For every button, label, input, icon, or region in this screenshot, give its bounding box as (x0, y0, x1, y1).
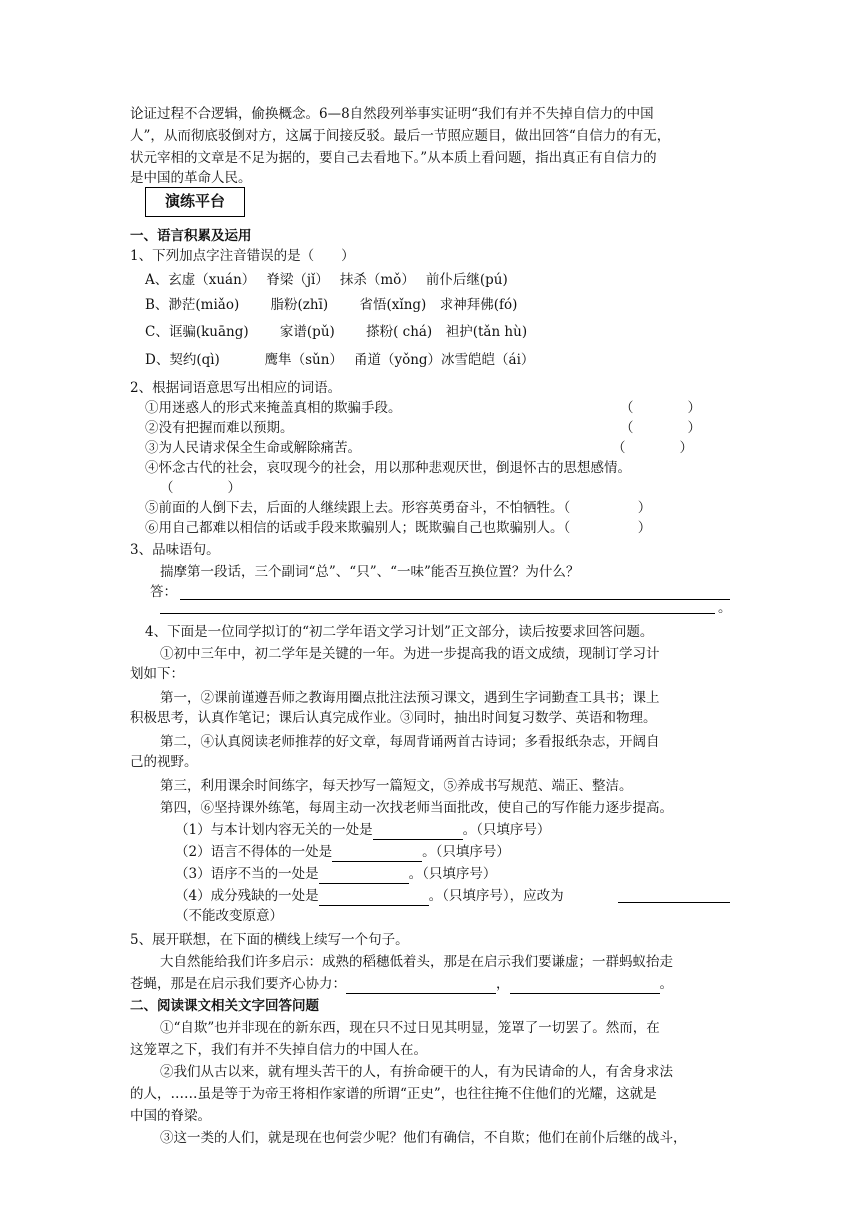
q4-sub-1-blank[interactable] (373, 825, 463, 840)
q4-para-3b: 己的视野。 (130, 754, 198, 770)
q2-item-6: ⑥用自己都难以相信的话或手段来欺骗别人；既欺骗自己也欺骗别人。（ ） (145, 520, 652, 536)
section-1-heading: 一、语言积累及运用 (130, 228, 252, 244)
q1-option-a: A、玄虚（xuán） 脊梁（jǐ） 抹杀（mǒ） 前仆后继(pú) (145, 272, 508, 288)
q4-sub-3-blank[interactable] (319, 869, 409, 884)
reading-para-1b: 这笼罩之下，我们有并不失掉自信力的中国人在。 (130, 1042, 427, 1058)
q2-blank-3[interactable]: （ ） (612, 440, 693, 456)
q3-answer-label: 答： (150, 584, 177, 600)
q4-para-1b: 划如下： (130, 666, 184, 682)
intro-line-4: 是中国的革命人民。 (130, 170, 252, 186)
q4-sub-4-note: （不能改变原意） (175, 908, 283, 924)
q1-stem: 1、下列加点字注音错误的是（ ） (130, 248, 355, 264)
q5-stem: 5、展开联想，在下面的横线上续写一个句子。 (130, 932, 409, 948)
q4-para-5: 第四，⑥坚持课外练笔，每周主动一次找老师当面批改，使自己的写作能力逐步提高。 (160, 800, 673, 816)
q1-option-c: C、诓骗(kuāng) 家谱(pǔ) 搽粉( chá) 袒护(tǎn hù) (145, 324, 528, 340)
reading-para-2a: ②我们从古以来，就有埋头苦干的人，有拚命硬干的人，有为民请命的人，有舍身求法 (160, 1064, 673, 1080)
q2-item-3: ③为人民请求保全生命或解除痛苦。 (145, 440, 361, 456)
q4-sub-4-rewrite-blank[interactable] (618, 902, 730, 903)
q3-answer-line-1[interactable] (180, 599, 730, 600)
intro-line-1: 论证过程不合逻辑，偷换概念。6—8自然段列举事实证明“我们有并不失掉自信力的中国 (130, 106, 654, 122)
q2-item-4: ④怀念古代的社会，哀叹现今的社会，用以那种悲观厌世，倒退怀古的思想感情。 (145, 460, 631, 476)
q3-end-period: 。 (718, 600, 732, 616)
q3-stem: 3、品味语句。 (130, 542, 220, 558)
q4-para-2b: 积极思考，认真作笔记；课后认真完成作业。③同时，抽出时间复习数学、英语和物理。 (130, 710, 657, 726)
q4-sub-4: （4）成分残缺的一处是 。（只填序号），应改为 (175, 888, 564, 904)
q2-blank-4[interactable]: （ ） (160, 480, 241, 496)
q1-option-d: D、契约(qì) 鹰隼（sǔn） 甬道（yǒng）冰雪皑皑（ái） (145, 352, 535, 368)
intro-line-2: 人”，从而彻底驳倒对方，这属于间接反驳。最后一节照应题目，做出回答“自信力的有无， (130, 128, 671, 144)
q2-item-2: ②没有把握而难以预期。 (145, 420, 294, 436)
q2-stem: 2、根据词语意思写出相应的词语。 (130, 380, 342, 396)
q3-text: 揣摩第一段话，三个副词“总”、“只”、“一味”能否互换位置？为什么？ (160, 564, 580, 580)
q5-blank-1[interactable] (346, 979, 496, 994)
q5-blank-2[interactable] (510, 979, 660, 994)
section-2-heading: 二、阅读课文相关文字回答问题 (130, 998, 319, 1014)
q5-text-b: 苍蝇，那是在启示我们要齐心协力： ， 。 (130, 976, 673, 992)
reading-para-3: ③这一类的人们，就是现在也何尝少呢？他们有确信，不自欺；他们在前仆后继的战斗， (160, 1130, 687, 1146)
q4-sub-1: （1）与本计划内容无关的一处是 。（只填序号） (175, 822, 551, 838)
q2-blank-2[interactable]: （ ） (620, 420, 701, 436)
q4-sub-2-blank[interactable] (332, 847, 422, 862)
reading-para-2b: 的人，……虽是等于为帝王将相作家谱的所谓“正史”，也往往掩不住他们的光耀，这就是 (130, 1086, 657, 1102)
q3-answer-line-2[interactable] (160, 613, 715, 614)
q1-option-b: B、渺茫(miǎo) 脂粉(zhī) 省悟(xǐng) 求神拜佛(fó) (145, 297, 518, 313)
q2-item-1: ①用迷惑人的形式来掩盖真相的欺骗手段。 (145, 400, 402, 416)
q2-blank-1[interactable]: （ ） (620, 400, 701, 416)
q4-sub-2: （2）语言不得体的一处是 。（只填序号） (175, 844, 510, 860)
q4-para-2a: 第一，②课前谨遵吾师之教诲用圈点批注法预习课文，遇到生字词勤查工具书；课上 (160, 690, 660, 706)
q4-sub-3: （3）语序不当的一处是 。（只填序号） (175, 866, 497, 882)
intro-line-3: 状元宰相的文章是不足为据的，要自己去看地下。”从本质上看问题，指出真正有自信力的 (130, 150, 657, 166)
q4-para-3a: 第二，④认真阅读老师推荐的好文章，每周背诵两首古诗词；多看报纸杂志，开阔自 (160, 734, 660, 750)
q4-sub-4-blank[interactable] (319, 891, 429, 906)
q5-text-a: 大自然能给我们许多启示：成熟的稻穗低着头，那是在启示我们要谦虚；一群蚂蚁抬走 (160, 954, 673, 970)
reading-para-1a: ①“自欺”也并非现在的新东西，现在只不过日见其明显，笼罩了一切罢了。然而，在 (160, 1020, 660, 1036)
q4-stem: 4、下面是一位同学拟订的“初二学年语文学习计划”正文部分，读后按要求回答问题。 (145, 624, 654, 640)
reading-para-2c: 中国的脊梁。 (130, 1108, 211, 1124)
q4-para-1a: ①初中三年中，初二学年是关键的一年。为进一步提高我的语文成绩，现制订学习计 (160, 646, 660, 662)
q2-item-5: ⑤前面的人倒下去，后面的人继续跟上去。形容英勇奋斗，不怕牺牲。（ ） (145, 500, 652, 516)
practice-platform-title: 演练平台 (145, 187, 245, 217)
q4-para-4: 第三，利用课余时间练字，每天抄写一篇短文，⑤养成书写规范、端正、整洁。 (160, 778, 633, 794)
